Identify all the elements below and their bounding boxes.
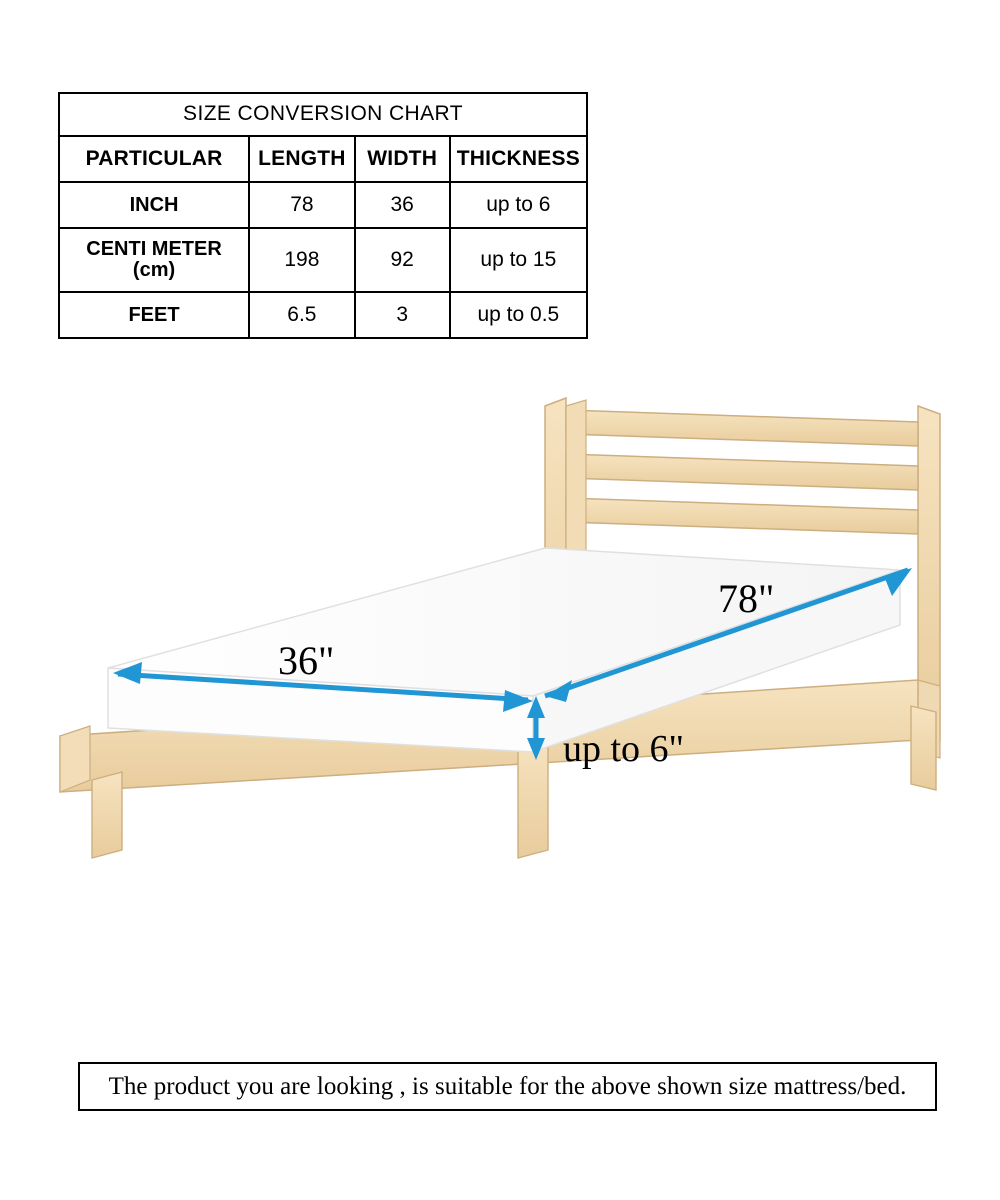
cell-feet-width: 3 <box>355 292 450 338</box>
width-dimension-label: 36" <box>278 638 335 683</box>
headboard-slat-2 <box>566 454 918 490</box>
length-dimension-label: 78" <box>718 576 775 621</box>
cell-cm-width: 92 <box>355 228 450 292</box>
bed-leg-front-left <box>92 772 122 858</box>
table-row <box>59 182 587 228</box>
bed-leg-head-right <box>911 706 936 790</box>
cell-feet-length: 6.5 <box>249 292 355 338</box>
bed-diagram <box>0 380 1000 980</box>
cell-cm-thickness: up to 15 <box>450 228 587 292</box>
header-width: WIDTH <box>355 136 450 182</box>
row-label-inch: INCH <box>59 182 249 228</box>
frame-foot-corner <box>60 726 90 792</box>
bed-illustration-svg <box>0 380 1000 980</box>
cell-cm-length: 198 <box>249 228 355 292</box>
row-label-centimeter-line2: (cm) <box>132 259 176 281</box>
header-thickness: THICKNESS <box>450 136 587 182</box>
row-label-centimeter-line1: CENTI METER <box>86 238 222 260</box>
size-conversion-chart <box>58 92 588 339</box>
table-row-header <box>59 136 587 182</box>
row-label-feet: FEET <box>59 292 249 338</box>
headboard-slat-1 <box>566 410 918 446</box>
cell-inch-length: 78 <box>249 182 355 228</box>
header-particular: PARTICULAR <box>59 136 249 182</box>
header-length: LENGTH <box>249 136 355 182</box>
row-label-centimeter <box>59 228 249 292</box>
thickness-dimension-label: up to 6" <box>563 728 685 770</box>
bed-leg-front-right <box>518 740 548 858</box>
table-row-title <box>59 93 587 136</box>
footer-note-box <box>78 1062 937 1111</box>
footer-note-text: The product you are looking , is suitable for the above shown size mattress/bed. <box>108 1072 907 1100</box>
cell-inch-thickness: up to 6 <box>450 182 587 228</box>
cell-feet-thickness: up to 0.5 <box>450 292 587 338</box>
chart-title: SIZE CONVERSION CHART <box>59 93 587 136</box>
table-row <box>59 292 587 338</box>
size-chart-table <box>58 92 588 339</box>
cell-inch-width: 36 <box>355 182 450 228</box>
headboard-slat-3 <box>566 498 918 534</box>
table-row <box>59 228 587 292</box>
